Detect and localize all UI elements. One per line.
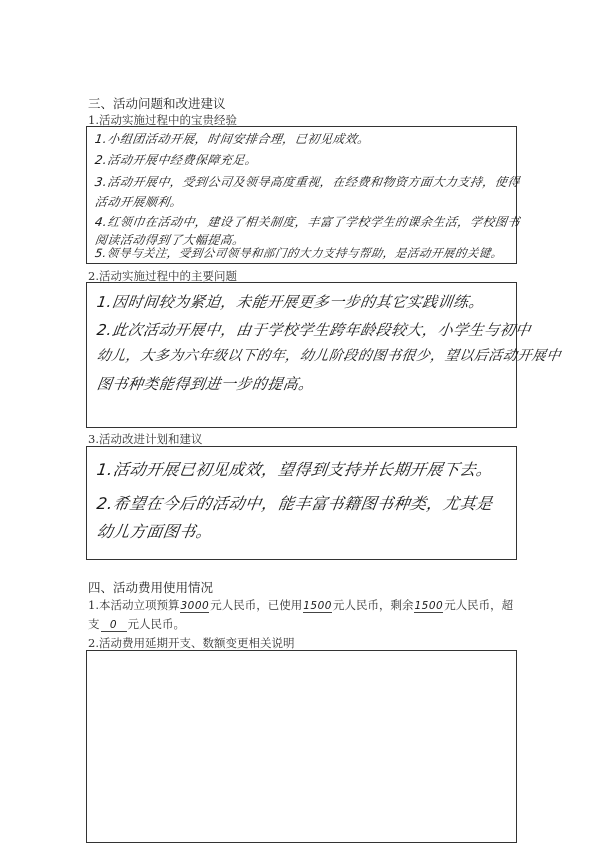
handwritten-line: 2.活动开展中经费保障充足。 [93,153,259,167]
answer-box [86,650,517,843]
remaining-value: 1500 [414,600,444,612]
handwritten-line: 幼儿方面图书。 [95,522,214,541]
budget-value: 3000 [180,600,210,612]
used-unit: 元人民币，剩余 [332,598,414,612]
handwritten-line: 5.领导与关注，受到公司领导和部门的大力支持与帮助，是活动开展的关键。 [94,246,504,260]
handwritten-line: 1.因时间较为紧迫，未能开展更多一步的其它实践训练。 [95,293,486,311]
overspend-prefix: 支 [88,617,100,631]
handwritten-line: 4.红领巾在活动中，建设了相关制度，丰富了学校学生的课余生活，学校图书 [93,215,521,229]
handwritten-line: 幼儿，大多为六年级以下的年，幼儿阶段的图书很少，望以后活动开展中 [95,348,562,364]
overspend-unit: 元人民币。 [127,617,185,631]
question-label: 3.活动改进计划和建议 [88,432,203,446]
budget-prefix: 1.本活动立项预算 [88,598,180,612]
handwritten-line: 阅读活动得到了大幅提高。 [93,233,246,247]
handwritten-line: 3.活动开展中，受到公司及领导高度重视，在经费和物资方面大力支持，使得 [93,175,521,189]
remaining-unit: 元人民币，超 [444,598,514,612]
answer-box [86,446,517,560]
overspend-value: 0 [109,619,118,631]
question-label: 2.活动费用延期开支、数额变更相关说明 [88,636,295,650]
handwritten-line: 2.此次活动开展中，由于学校学生跨年龄段较大，小学生与初中 [95,321,533,339]
question-label: 2.活动实施过程中的主要问题 [88,269,237,283]
handwritten-line: 图书种类能得到进一步的提高。 [95,375,316,393]
handwritten-line: 1.活动开展已初见成效，望得到支持并长期开展下去。 [95,460,494,479]
overspend-line [88,616,185,632]
section-title: 四、活动费用使用情况 [88,580,214,595]
handwritten-line: 2.希望在今后的活动中，能丰富书籍图书种类，尤其是 [95,494,494,513]
handwritten-line: 1.小组团活动开展，时间安排合理，已初见成效。 [93,132,371,146]
handwritten-line: 活动开展顺利。 [93,195,184,209]
budget-line [88,597,513,613]
section-title: 三、活动问题和改进建议 [88,96,226,111]
question-label: 1.活动实施过程中的宝贵经验 [88,113,237,127]
answer-box [86,282,562,428]
used-value: 1500 [303,600,332,612]
answer-box [86,126,521,264]
budget-unit: 元人民币，已使用 [210,598,303,612]
